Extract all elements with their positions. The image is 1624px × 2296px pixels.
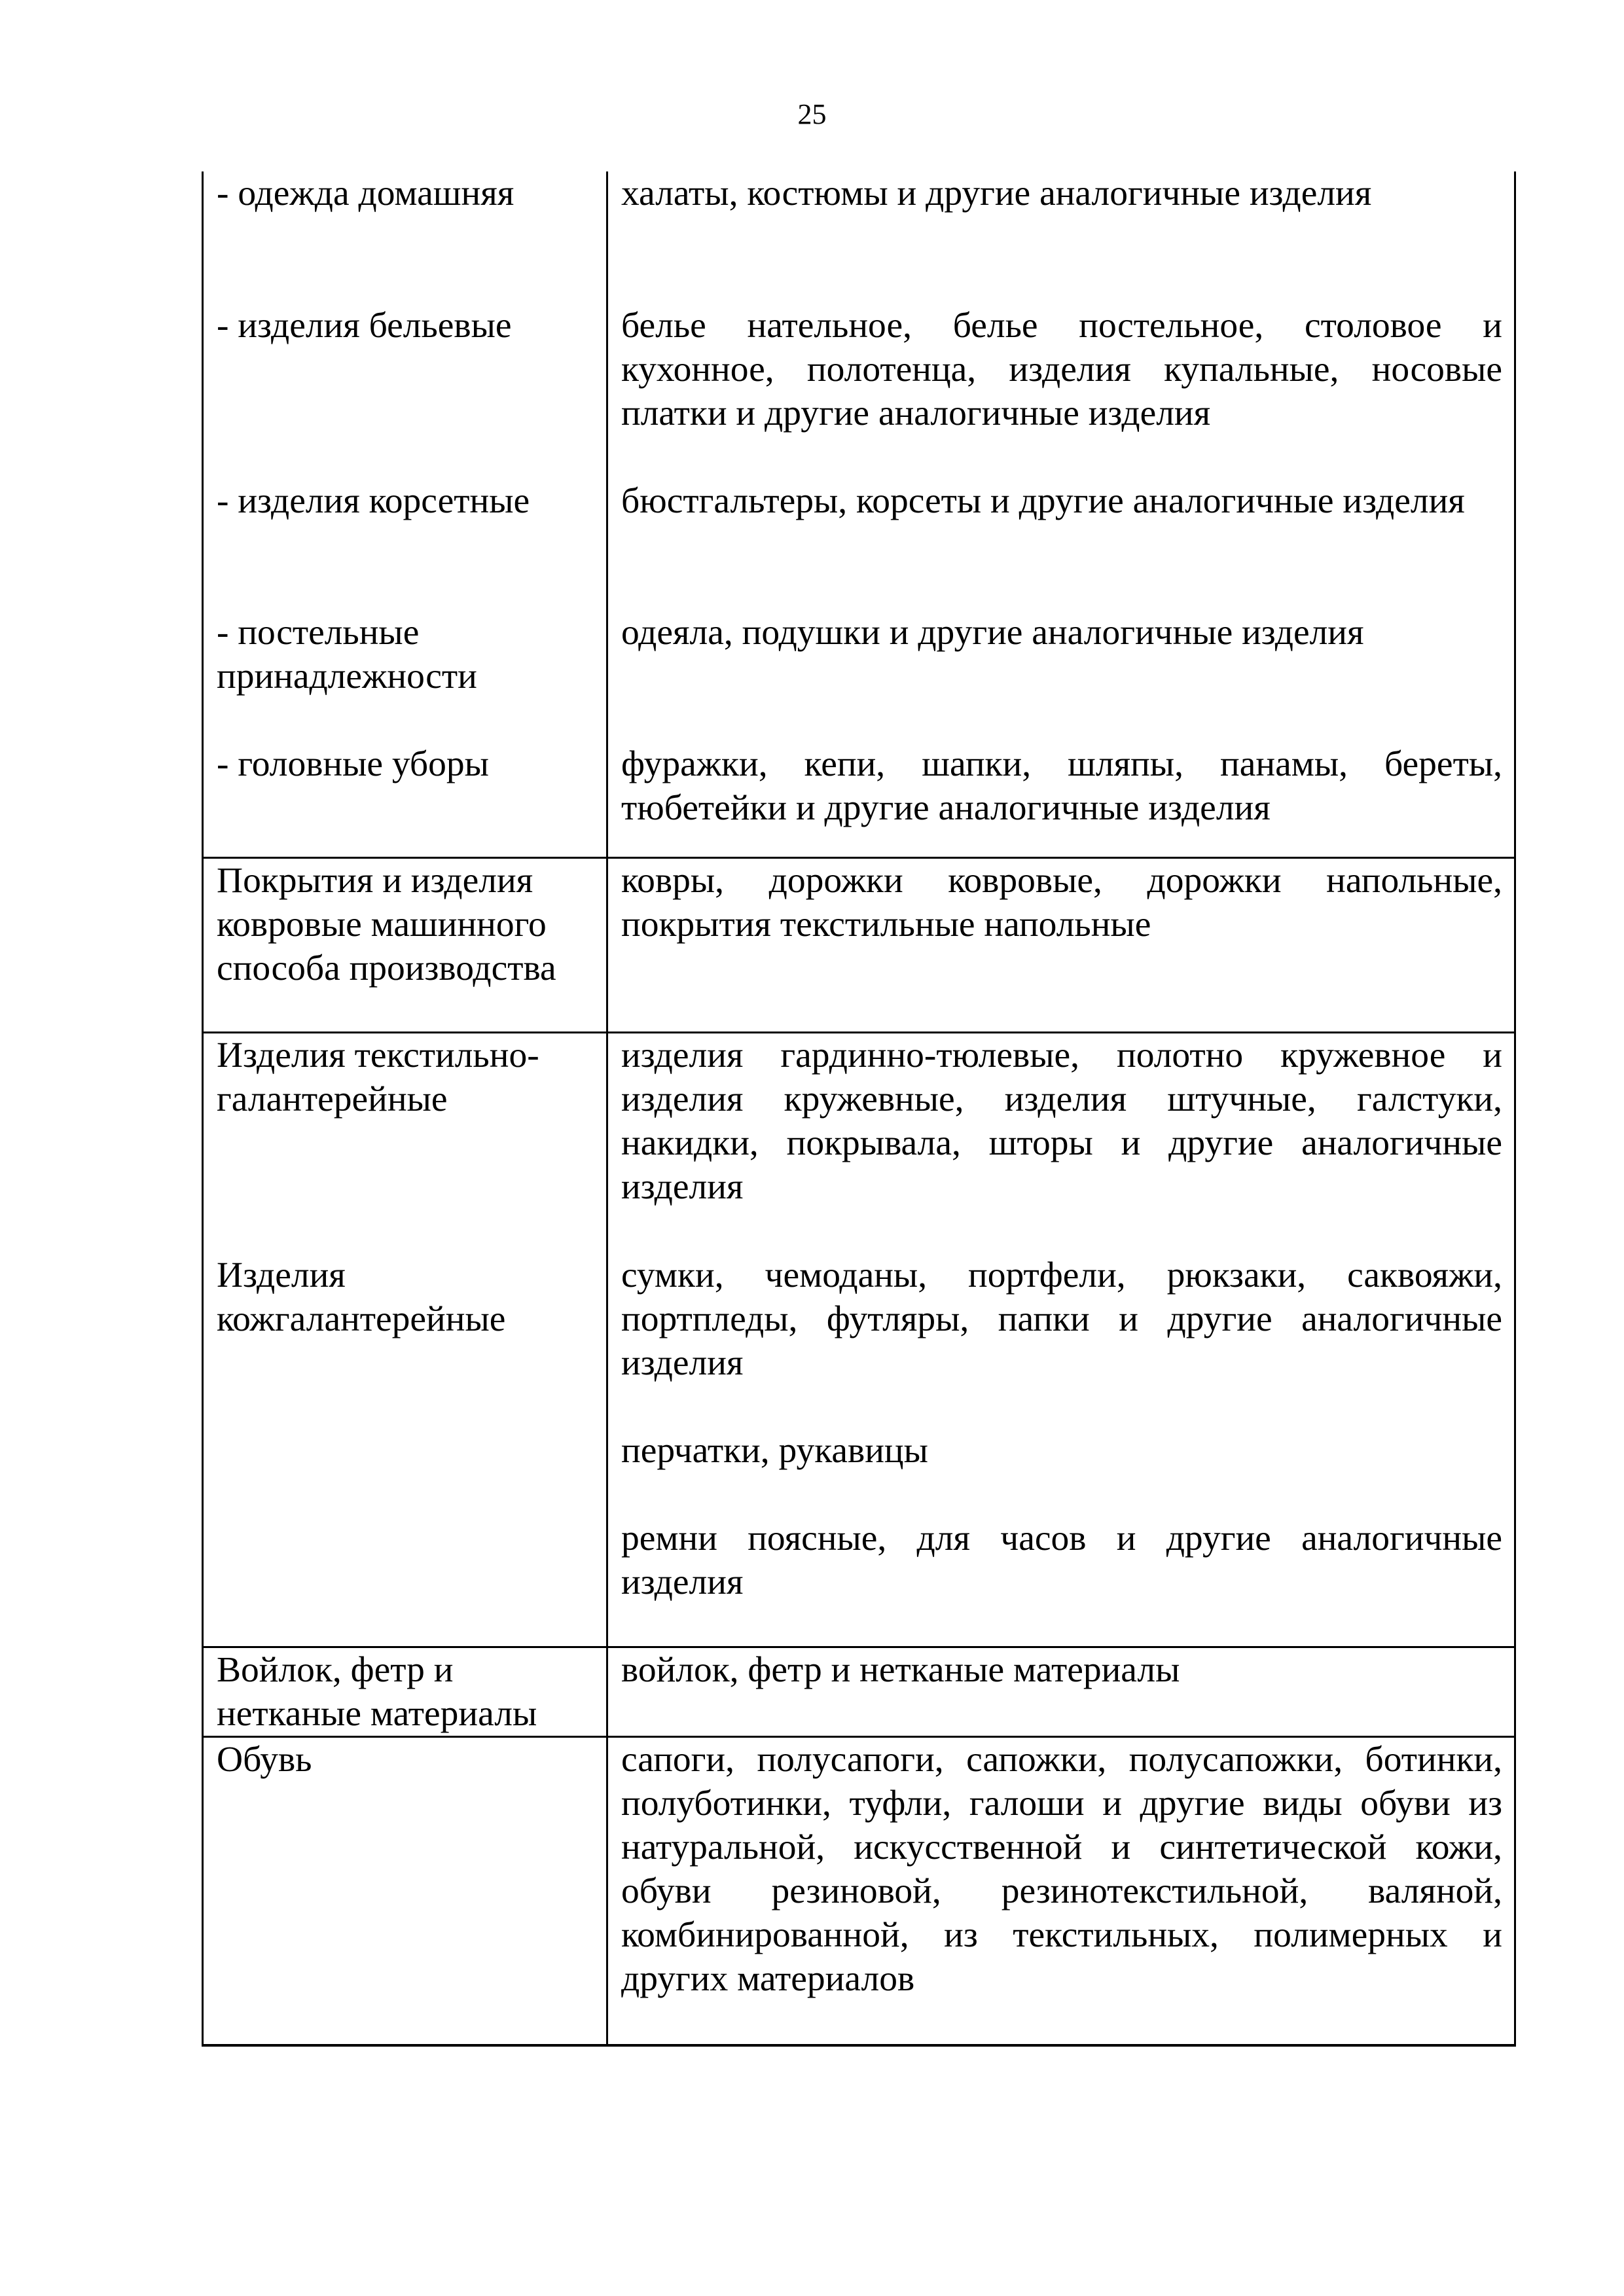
category-label: - постельные принадлежности	[217, 613, 477, 696]
category-cell	[203, 1647, 607, 1737]
table-row	[203, 171, 1515, 858]
category-label: - одежда домашняя	[217, 173, 514, 213]
examples-cell	[607, 1647, 1515, 1737]
examples-cell	[607, 1737, 1515, 2046]
examples-text: изделия гардинно-тюлевые, полотно кружевное и изделия кружевные, изделия штучные, галстуки, накидки, покрывала, шторы и другие аналогичные изделия	[621, 1035, 1502, 1207]
examples-text: сумки, чемоданы, портфели, рюкзаки, саквояжи, портпледы, футляры, папки и другие аналогичные изделия	[621, 1255, 1502, 1383]
category-label: - головные уборы	[217, 744, 489, 784]
examples-text: фуражки, кепи, шапки, шляпы, панамы, береты, тюбетейки и другие аналогичные изделия	[621, 744, 1502, 828]
product-table	[202, 171, 1516, 2047]
category-label: Изделия кожгалантерейные	[217, 1255, 506, 1339]
examples-cell	[607, 1033, 1515, 1647]
category-cell	[203, 858, 607, 1033]
examples-text: бюстгальтеры, корсеты и другие аналогичные изделия	[621, 481, 1465, 521]
examples-text: перчатки, рукавицы	[621, 1431, 928, 1471]
examples-text: одеяла, подушки и другие аналогичные изделия	[621, 613, 1364, 653]
examples-text: белье нательное, белье постельное, столовое и кухонное, полотенца, изделия купальные, носовые платки и другие аналогичные изделия	[621, 306, 1502, 433]
table-row	[203, 858, 1515, 1033]
category-label: - изделия корсетные	[217, 481, 530, 521]
table-row	[203, 1033, 1515, 1647]
examples-text: войлок, фетр и нетканые материалы	[621, 1650, 1180, 1690]
page-number: 25	[797, 98, 827, 130]
category-label: Войлок, фетр и нетканые материалы	[217, 1650, 537, 1734]
examples-text: сапоги, полусапоги, сапожки, полусапожки, ботинки, полуботинки, туфли, галоши и другие виды обуви из натуральной, искусственной и синтетической кожи, обуви резиновой, резинотекстильной, валяной, комбинированной, из текстильных, полимерных и других материалов	[621, 1740, 1502, 1999]
table-row	[203, 1737, 1515, 2046]
category-label: Покрытия и изделия ковровые машинного способа производства	[217, 861, 556, 988]
examples-cell	[607, 171, 1515, 858]
examples-text: ковры, дорожки ковровые, дорожки напольные, покрытия текстильные напольные	[621, 861, 1502, 944]
examples-text: халаты, костюмы и другие аналогичные изделия	[621, 173, 1372, 213]
category-cell	[203, 1033, 607, 1647]
table-row	[203, 1647, 1515, 1737]
category-label: Изделия текстильно-галантерейные	[217, 1035, 539, 1119]
category-label: Обувь	[217, 1740, 312, 1780]
category-label: - изделия бельевые	[217, 306, 512, 346]
category-cell	[203, 1737, 607, 2046]
examples-text: ремни поясные, для часов и другие аналогичные изделия	[621, 1518, 1502, 1602]
examples-cell	[607, 858, 1515, 1033]
category-cell	[203, 171, 607, 858]
